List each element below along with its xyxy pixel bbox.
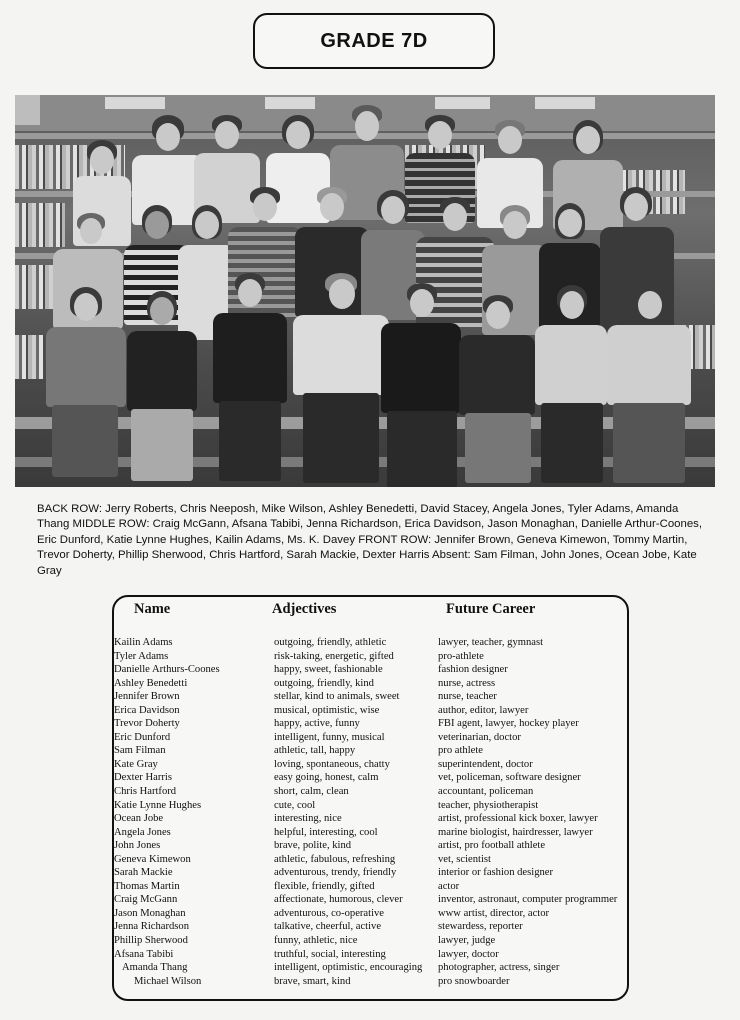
student-name: Jason Monaghan	[114, 907, 186, 919]
student-career: marine biologist, hairdresser, lawyer	[438, 826, 593, 838]
student-adjectives: outgoing, friendly, kind	[274, 677, 374, 689]
photo-caption	[37, 502, 709, 579]
student-name: Danielle Arthurs-Coones	[114, 664, 220, 676]
student-adjectives: intelligent, optimistic, encouraging	[274, 962, 423, 974]
student-name: Erica Davidson	[114, 704, 180, 716]
student-name: Kate Gray	[114, 758, 158, 770]
student-name: Michael Wilson	[134, 975, 202, 987]
middle-row-names: Craig McGann, Afsana Tabibi, Jenna Richardson, Erica Davidson, Jason Monaghan, Danielle Arthur-Coones, Eric Dunford, Katie Lynne Hughes, Kailin Adams, Ms. K. Davey	[37, 518, 703, 546]
student-career: nurse, actress	[438, 677, 496, 689]
student-adjectives: happy, sweet, fashionable	[274, 664, 383, 676]
student-name: Katie Lynne Hughes	[114, 799, 202, 811]
student-name: Sarah Mackie	[114, 867, 173, 879]
student-table	[112, 595, 629, 1001]
back-row-label: BACK ROW:	[37, 503, 102, 515]
table-row	[114, 839, 627, 853]
student-adjectives: short, calm, clean	[274, 786, 349, 798]
student-adjectives: interesting, nice	[274, 813, 342, 825]
table-row	[114, 785, 627, 799]
student-career: inventor, astronaut, computer programmer	[438, 894, 618, 906]
table-row	[114, 758, 627, 772]
table-row	[114, 961, 627, 975]
absent-names: Sam Filman, John Jones, Ocean Jobe, Kate Gray	[37, 549, 697, 577]
student-adjectives: helpful, interesting, cool	[274, 826, 378, 838]
student-adjectives: loving, spontaneous, chatty	[274, 758, 390, 770]
student-name: John Jones	[114, 840, 161, 852]
student-adjectives: easy going, honest, calm	[274, 772, 379, 784]
student-career: lawyer, doctor	[438, 948, 499, 960]
table-row	[114, 934, 627, 948]
table-row	[114, 826, 627, 840]
table-row	[114, 948, 627, 962]
student-adjectives: outgoing, friendly, athletic	[274, 637, 387, 648]
student-career: artist, pro football athlete	[438, 840, 546, 852]
table-row	[114, 880, 627, 894]
student-adjectives: stellar, kind to animals, sweet	[274, 691, 400, 703]
student-career: FBI agent, lawyer, hockey player	[438, 718, 579, 730]
student-adjectives: truthful, social, interesting	[274, 948, 386, 960]
student-career: photographer, actress, singer	[438, 962, 560, 974]
table-row	[114, 704, 627, 718]
student-name: Phillip Sherwood	[114, 935, 188, 947]
student-name: Sam Filman	[114, 745, 166, 757]
student-name: Chris Hartford	[114, 786, 177, 798]
student-name: Jennifer Brown	[114, 691, 180, 703]
table-row	[114, 893, 627, 907]
table-row	[114, 690, 627, 704]
absent-label: Absent:	[432, 549, 471, 562]
student-name: Dexter Harris	[114, 772, 172, 784]
back-row-names: Jerry Roberts, Chris Neeposh, Mike Wilson, Ashley Benedetti, David Stacey, Angela Jones, Tyler Adams, Amanda Thang	[37, 503, 679, 531]
table-row	[114, 771, 627, 785]
student-adjectives: cute, cool	[274, 799, 316, 811]
student-adjectives: brave, smart, kind	[274, 975, 351, 987]
table-row	[114, 907, 627, 921]
student-name: Craig McGann	[114, 894, 178, 906]
table-row	[114, 812, 627, 826]
student-career: interior or fashion designer	[438, 867, 554, 879]
table-row	[114, 636, 627, 650]
table-row	[114, 853, 627, 867]
student-name: Afsana Tabibi	[114, 948, 174, 960]
student-name: Angela Jones	[114, 826, 171, 838]
title-banner	[253, 13, 495, 69]
student-career: teacher, physiotherapist	[438, 799, 539, 811]
student-adjectives: risk-taking, energetic, gifted	[274, 650, 394, 662]
student-career: lawyer, judge	[438, 935, 496, 947]
student-adjectives: flexible, friendly, gifted	[274, 880, 375, 892]
student-career: actor	[438, 880, 460, 892]
student-name: Kailin Adams	[114, 637, 173, 648]
table-row	[114, 731, 627, 745]
student-name: Geneva Kimewon	[114, 853, 191, 865]
student-adjectives: funny, athletic, nice	[274, 935, 358, 947]
student-adjectives: intelligent, funny, musical	[274, 731, 385, 743]
student-career: pro snowboarder	[438, 975, 510, 987]
student-adjectives: adventurous, co-operative	[274, 907, 385, 919]
student-adjectives: happy, active, funny	[274, 718, 360, 730]
student-career: author, editor, lawyer	[438, 704, 529, 716]
student-career: vet, policeman, software designer	[438, 772, 581, 784]
header-name: Name	[134, 601, 171, 617]
student-name: Amanda Thang	[122, 962, 188, 974]
student-career: veterinarian, doctor	[438, 731, 521, 743]
header-adjectives: Adjectives	[272, 601, 337, 617]
student-career: stewardess, reporter	[438, 921, 523, 933]
student-adjectives: talkative, cheerful, active	[274, 921, 382, 933]
table-row	[114, 744, 627, 758]
student-name: Trevor Doherty	[114, 718, 180, 730]
table-row	[114, 920, 627, 934]
student-name: Thomas Martin	[114, 880, 180, 892]
student-career: artist, professional kick boxer, lawyer	[438, 813, 598, 825]
student-name: Ashley Benedetti	[114, 677, 188, 689]
student-career: vet, scientist	[438, 853, 491, 865]
student-career: pro-athlete	[438, 650, 484, 662]
page-title: GRADE 7D	[320, 29, 428, 52]
table-row	[114, 717, 627, 731]
student-adjectives: brave, polite, kind	[274, 840, 352, 852]
student-career: www artist, director, actor	[438, 907, 550, 919]
student-career: superintendent, doctor	[438, 758, 533, 770]
student-career: accountant, policeman	[438, 786, 534, 798]
student-name: Tyler Adams	[114, 650, 169, 662]
student-career: nurse, teacher	[438, 691, 497, 703]
class-photo	[15, 95, 715, 487]
student-career: pro athlete	[438, 745, 484, 757]
table-row	[114, 677, 627, 691]
student-name: Eric Dunford	[114, 731, 171, 743]
table-row	[114, 799, 627, 813]
student-career: lawyer, teacher, gymnast	[438, 637, 544, 648]
student-adjectives: athletic, fabulous, refreshing	[274, 853, 396, 865]
table-rows	[114, 636, 627, 988]
table-row	[114, 663, 627, 677]
student-name: Jenna Richardson	[114, 921, 190, 933]
table-row	[114, 975, 627, 989]
table-row	[114, 650, 627, 664]
student-adjectives: affectionate, humorous, clever	[274, 894, 403, 906]
student-name: Ocean Jobe	[114, 813, 164, 825]
student-adjectives: athletic, tall, happy	[274, 745, 356, 757]
student-career: fashion designer	[438, 664, 508, 676]
front-row-names: Jennifer Brown, Geneva Kimewon, Tommy Martin, Trevor Doherty, Phillip Sherwood, Chris Hartford, Sarah Mackie, Dexter Harris	[37, 533, 688, 562]
table-row	[114, 866, 627, 880]
middle-row-label: MIDDLE ROW:	[72, 518, 150, 531]
student-adjectives: adventurous, trendy, friendly	[274, 867, 397, 879]
student-adjectives: musical, optimistic, wise	[274, 704, 380, 716]
header-career: Future Career	[446, 601, 536, 617]
front-row-label: FRONT ROW:	[358, 533, 432, 546]
